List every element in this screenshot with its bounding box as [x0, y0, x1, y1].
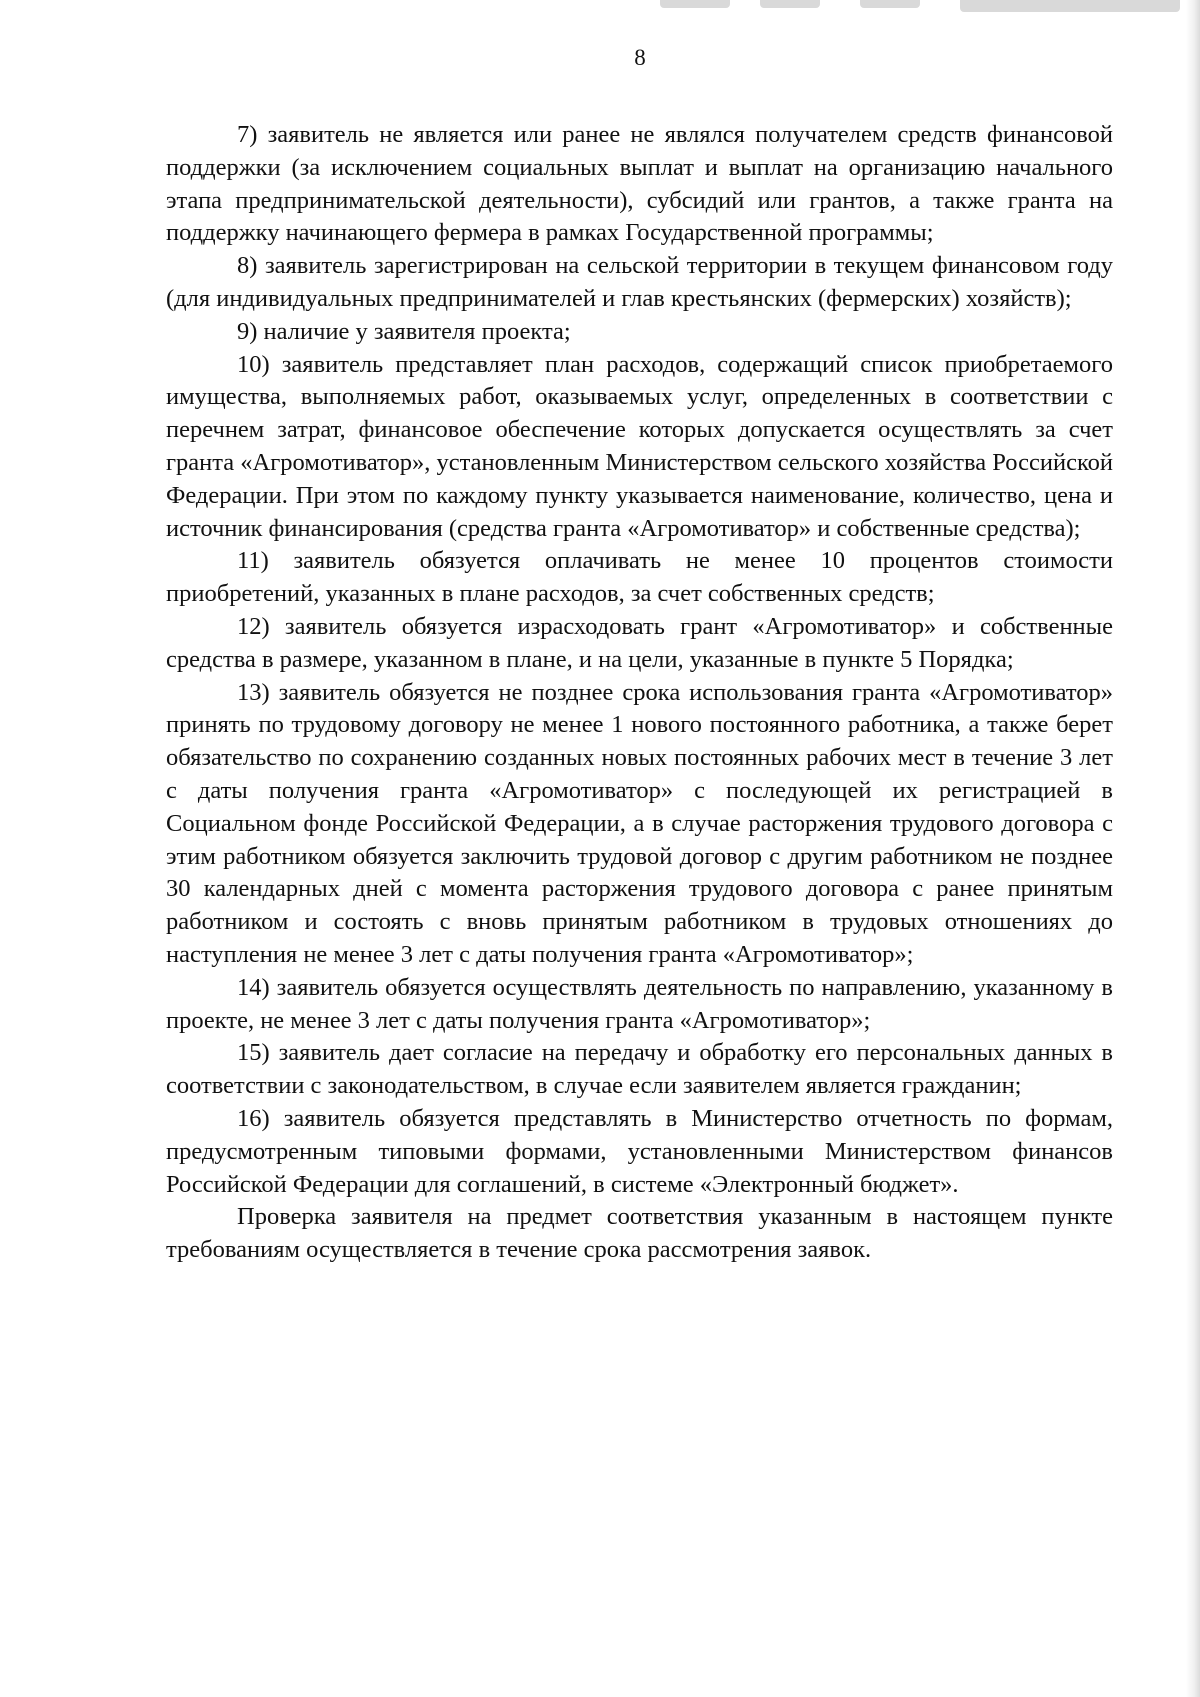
list-item-12: 12) заявитель обязуется израсходовать грант «Агромотиватор» и собственные средства в размере, указанном в плане, и на цели, указанные в пункте 5 Порядка; — [166, 612, 1113, 673]
list-item-10: 10) заявитель представляет план расходов, содержащий список приобретаемого имущества, выполняемых работ, оказываемых услуг, определенных в соответствии с перечнем затрат, финансовое обеспечение которых допускается осуществлять за счет гранта «Агромотиватор», установленным Министерством сельского хозяйства Российской Федерации. При этом по каждому пункту указывается наименование, количество, цена и источник финансирования (средства гранта «Агромотиватор» и собственные средства); — [166, 350, 1113, 542]
list-item-11: 11) заявитель обязуется оплачивать не менее 10 процентов стоимости приобретений, указанных в плане расходов, за счет собственных средств; — [166, 547, 1113, 608]
list-item-8: 8) заявитель зарегистрирован на сельской территории в текущем финансовом году (для индивидуальных предпринимателей и глав крестьянских (фермерских) хозяйств); — [166, 252, 1113, 312]
list-item-15: 15) заявитель дает согласие на передачу и обработку его персональных данных в соответствии с законодательством, в случае если заявителем является гражданин; — [166, 1039, 1113, 1100]
document-body — [166, 119, 1113, 1267]
scan-artifact — [660, 0, 730, 8]
scan-edge-shadow — [1186, 0, 1200, 1697]
list-item-16: 16) заявитель обязуется представлять в Министерство отчетность по формам, предусмотренным типовыми формами, установленными Министерством финансов Российской Федерации для соглашений, в системе «Электронный бюджет». — [166, 1104, 1113, 1198]
scan-artifact — [760, 0, 820, 8]
list-item-9: 9) наличие у заявителя проекта; — [237, 317, 571, 345]
page-number: 8 — [634, 45, 646, 70]
list-item-14: 14) заявитель обязуется осуществлять деятельность по направлению, указанному в проекте, не менее 3 лет с даты получения гранта «Агромотиватор»; — [166, 973, 1113, 1034]
list-item-7: 7) заявитель не является или ранее не являлся получателем средств финансовой поддержки (за исключением социальных выплат и выплат на организацию начального этапа предпринимательской деятельности), субсидий или грантов, а также гранта на поддержку начинающего фермера в рамках Государственной программы; — [166, 121, 1113, 247]
closing-paragraph: Проверка заявителя на предмет соответствия указанным в настоящем пункте требованиям осуществляется в течение срока рассмотрения заявок. — [166, 1203, 1113, 1264]
scan-artifact — [960, 0, 1180, 12]
list-item-13: 13) заявитель обязуется не позднее срока использования гранта «Агромотиватор» принять по трудовому договору не менее 1 нового постоянного работника, а также берет обязательство по сохранению созданных новых постоянных рабочих мест в течение 3 лет с даты получения гранта «Агромотиватор» с последующей их регистрацией в Социальном фонде Российской Федерации, а в случае расторжения трудового договора с этим работником обязуется заключить трудовой договор с другим работником не позднее 30 календарных дней с момента расторжения трудового договора с ранее принятым работником и состоять с вновь принятым работником в трудовых отношениях до наступления не менее 3 лет с даты получения гранта «Агромотиватор»; — [166, 678, 1113, 968]
scan-artifact — [860, 0, 920, 8]
